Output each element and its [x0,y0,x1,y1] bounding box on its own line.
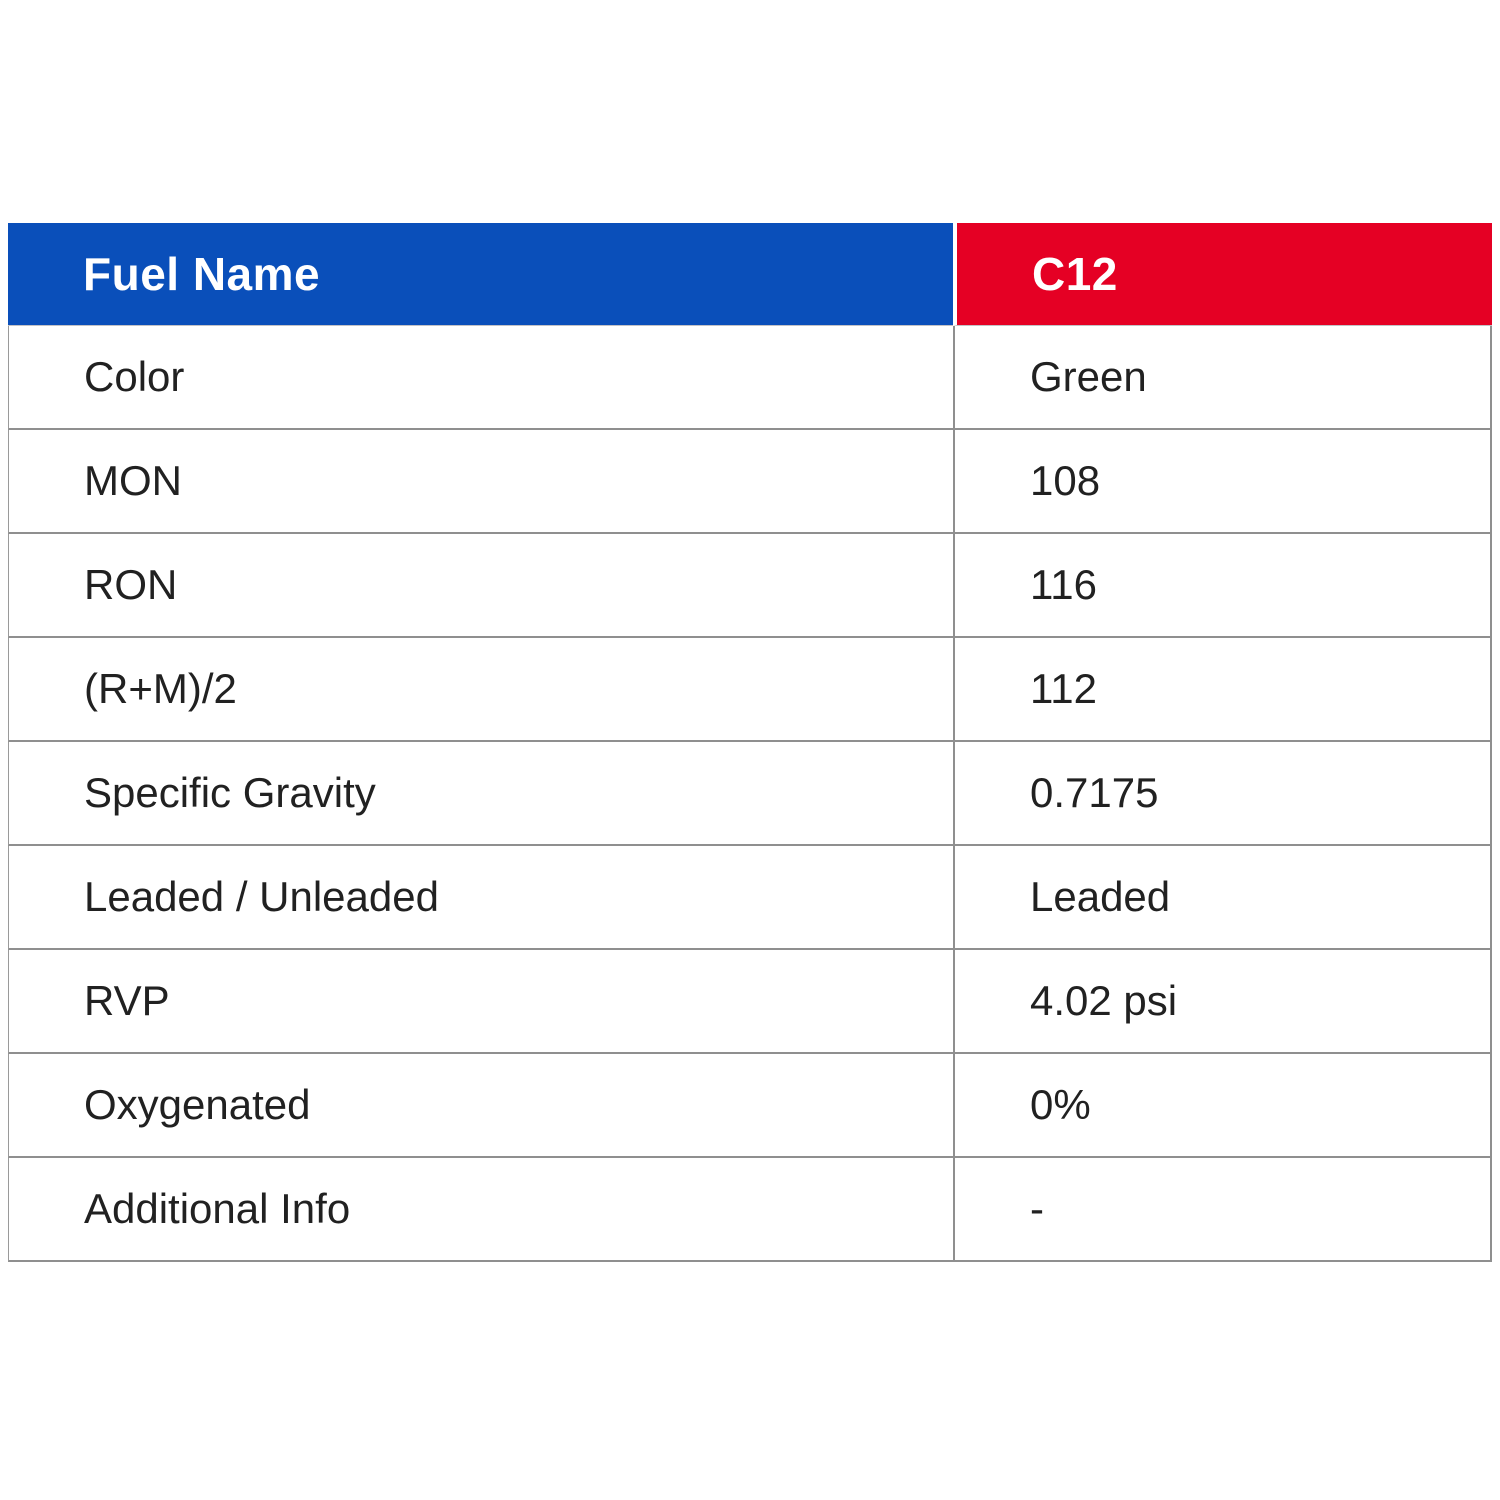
row-label: MON [8,430,953,534]
table-row-color [8,326,1492,430]
row-label: Additional Info [8,1158,953,1262]
table-row-additional-info [8,1158,1492,1262]
row-value: 0% [953,1054,1492,1158]
table-row-ron [8,534,1492,638]
table-row-r-plus-m-over-2 [8,638,1492,742]
header-cell-fuel-name: Fuel Name [8,223,953,326]
table-row-specific-gravity [8,742,1492,846]
table-row-leaded-unleaded [8,846,1492,950]
row-value: Green [953,326,1492,430]
row-label: Color [8,326,953,430]
row-value: 112 [953,638,1492,742]
row-label: (R+M)/2 [8,638,953,742]
table-row-mon [8,430,1492,534]
table-row-oxygenated [8,1054,1492,1158]
row-value: 0.7175 [953,742,1492,846]
header-cell-fuel-value: C12 [953,223,1492,326]
fuel-spec-table [8,223,1492,1262]
row-label: Leaded / Unleaded [8,846,953,950]
row-label: RON [8,534,953,638]
row-value: Leaded [953,846,1492,950]
row-value: 116 [953,534,1492,638]
table-row-rvp [8,950,1492,1054]
row-value: 108 [953,430,1492,534]
row-label: Specific Gravity [8,742,953,846]
table-header-row [8,223,1492,326]
row-value: - [953,1158,1492,1262]
row-value: 4.02 psi [953,950,1492,1054]
row-label: Oxygenated [8,1054,953,1158]
row-label: RVP [8,950,953,1054]
